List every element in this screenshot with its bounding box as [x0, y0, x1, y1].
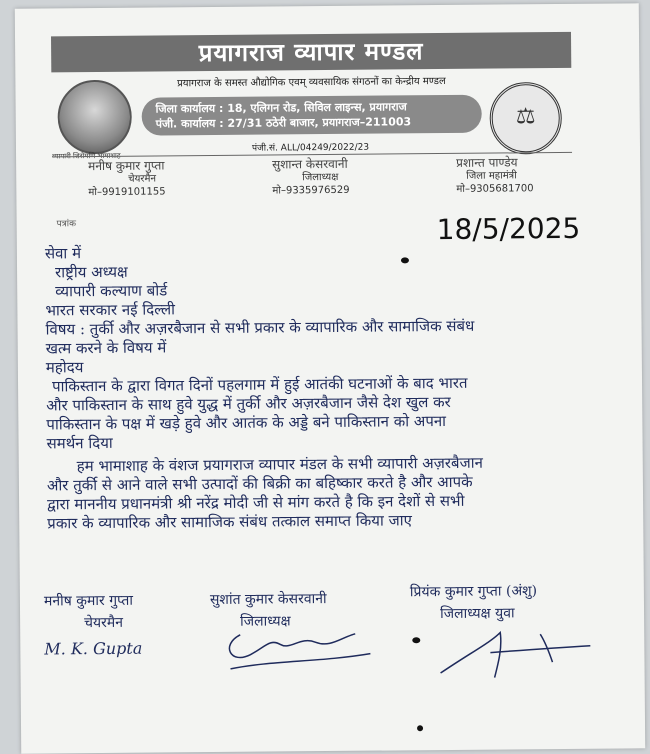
signature-chairman-text: M. K. Gupta [44, 638, 143, 659]
letter-body [45, 240, 618, 534]
letterhead [51, 32, 572, 205]
salutation-line: सेवा में [44, 244, 82, 263]
patrank-label: पत्रांक [56, 219, 77, 230]
paragraph-line: प्रकार के व्यापारिक और सामाजिक संबंध तत्काल समाप्त किया जाए [47, 511, 412, 533]
signature-chairman [42, 630, 152, 665]
paragraph-line: द्वारा माननीय प्रधानमंत्री श्री नरेंद्र मोदी जी से मांग करते है कि इन देशों से सभी [47, 491, 465, 514]
recipient-line: व्यापारी कल्याण बोर्ड [55, 281, 168, 301]
paragraph-line: और पाकिस्तान के साथ हुवे युद्ध में तुर्की और अज़रबैजान जैसे देश खुल कर [46, 392, 451, 415]
officer-general-secretary: प्रशान्त पाण्डेय जिला महामंत्री मो–9305681700 [456, 155, 534, 195]
paragraph-line: पाकिस्तान के द्वारा विगत दिनों पहलगाम में हुई आतंकी घटनाओं के बाद भारत [51, 373, 468, 396]
officer-district-president: सुशान्त केसरवानी जिलाध्यक्ष मो–9335976529 [272, 156, 350, 197]
signatory-chairman: मनीष कुमार गुप्ता चेयरमैन [43, 592, 134, 632]
officer-chairman: मनीष कुमार गुप्ता चेयरमैन मो–9919101155 [88, 158, 166, 199]
ink-dot [412, 637, 420, 643]
signature-youth-president [430, 622, 601, 683]
paragraph-line: हम भामाशाह के वंशज प्रयागराज व्यापार मंडल के सभी व्यापारी अज़रबैजान [76, 453, 483, 476]
paragraph-line: समर्थन दिया [46, 433, 113, 453]
scales-of-justice-seal-icon: ⚖ [489, 82, 562, 155]
registration-number: पंजी.सं. ALL/04249/2022/23 [251, 142, 370, 154]
address-line-2: पंजी. कार्यालय : 27/31 ठठेरी बाजार, प्रयागराज–211003 [155, 115, 412, 131]
letter-page [15, 3, 645, 753]
subject-line: खत्म करने के विषय में [45, 338, 167, 358]
ink-dot [417, 725, 423, 731]
bhamashah-portrait-icon [57, 80, 132, 155]
signatory-district-president: सुशांत कुमार केसरवानी जिलाध्यक्ष [209, 591, 327, 630]
signature-district-president [220, 624, 380, 675]
subject-line: विषय : तुर्की और अज़रबैजान से सभी प्रकार के व्यापारिक और सामाजिक संबंध [45, 316, 475, 339]
recipient-line: राष्ट्रीय अध्यक्ष [54, 262, 128, 282]
letter-date: 18/5/2025 [436, 211, 581, 247]
recipient-line: भारत सरकार नई दिल्ली [45, 300, 176, 320]
org-tagline: प्रयागराज के समस्त औद्योगिक एवम् व्यवसायिक संगठनों का केन्द्रीय मण्डल [177, 75, 446, 90]
greeting-line: महोदय [45, 358, 84, 377]
signatory-youth-president: प्रियंक कुमार गुप्ता (अंशु) जिलाध्यक्ष युवा [409, 583, 538, 623]
org-name: प्रयागराज व्यापार मण्डल [51, 32, 571, 73]
address-bar [142, 95, 482, 136]
paragraph-line: पाकिस्तान के पक्ष में खड़े हुवे और आतंक के अड्डे बने पाकिस्तान को अपना [46, 411, 447, 434]
address-line-1: जिला कार्यालय : 18, एलिगन रोड, सिविल लाइन्स, प्रयागराज [155, 100, 407, 116]
paragraph-line: और तुर्की से आने वाले सभी उत्पादों की बिक्री का बहिष्कार करते है और आपके [46, 472, 473, 495]
